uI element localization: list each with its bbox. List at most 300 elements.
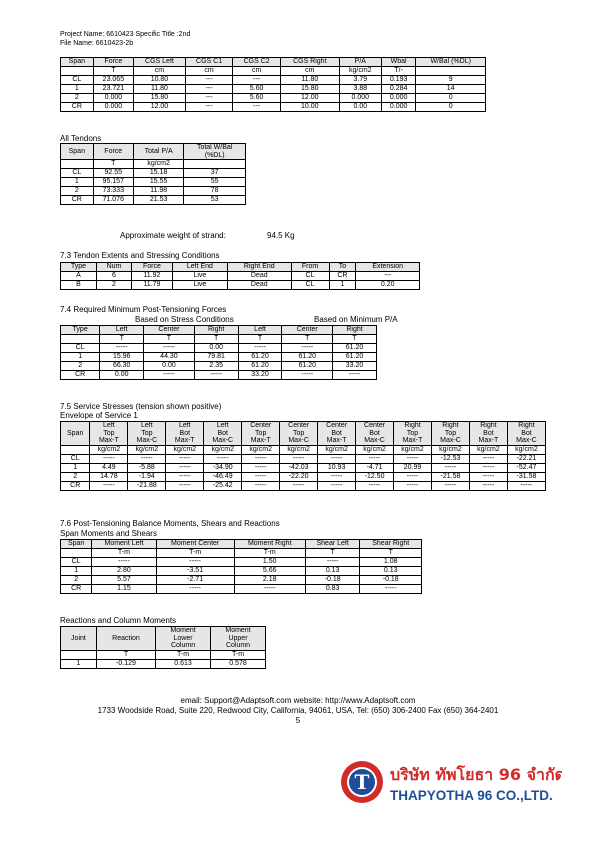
table-cell: 10.93 — [318, 463, 356, 472]
column-header: Right Bot Max-T — [469, 422, 507, 446]
table-row — [61, 567, 422, 576]
column-header: Left End — [172, 263, 227, 272]
table-cell: 5.66 — [234, 567, 305, 576]
table-cell: ----- — [469, 472, 507, 481]
table-row — [61, 196, 246, 205]
table-cell: 3.79 — [339, 76, 381, 85]
unit-cell: kg/cm2 — [431, 445, 469, 454]
table-cell: ----- — [469, 454, 507, 463]
table-cell: ----- — [318, 481, 356, 490]
table-cell: -12.53 — [431, 454, 469, 463]
table-cell: 0.00 — [100, 371, 144, 380]
table-cell: 15.96 — [100, 353, 144, 362]
table-cell: 79.81 — [194, 353, 238, 362]
unit-cell — [61, 445, 90, 454]
header-row — [61, 540, 422, 549]
table-row — [61, 103, 486, 112]
table-cell: 2 — [61, 94, 94, 103]
column-header: Total P/A — [133, 144, 183, 160]
table-cell: 20.99 — [394, 463, 432, 472]
table-cell: CL — [61, 76, 94, 85]
unit-cell: T — [360, 549, 422, 558]
table-cell: ----- — [156, 558, 234, 567]
unit-cell: T/- — [381, 67, 415, 76]
footer-contact: email: Support@Adaptsoft.com website: http://www.Adaptsoft.com — [180, 696, 416, 705]
table-row — [61, 472, 546, 481]
column-header: Reaction — [96, 627, 155, 651]
table-cell: 1 — [61, 178, 94, 187]
table-row — [61, 585, 422, 594]
table-cell: ----- — [318, 472, 356, 481]
service-stresses-table — [60, 421, 546, 491]
table-cell: 71.076 — [93, 196, 133, 205]
column-header: Center Top Max-T — [242, 422, 280, 446]
column-header: Num — [96, 263, 131, 272]
column-header: Force — [93, 144, 133, 160]
table-cell: -22.20 — [280, 472, 318, 481]
table-cell: Live — [172, 281, 227, 290]
section-7-4-title: 7.4 Required Minimum Post-Tensioning Forces — [60, 305, 227, 314]
stress-conditions-label: Based on Stress Conditions — [135, 315, 234, 324]
table-cell: 1 — [61, 463, 90, 472]
column-header: CGS C1 — [185, 58, 233, 67]
table-cell: 1.15 — [92, 585, 156, 594]
table-cell: 1.50 — [234, 558, 305, 567]
table-cell: 11.98 — [133, 187, 183, 196]
unit-cell: T-m — [211, 650, 266, 659]
table-cell: 1 — [61, 659, 97, 668]
table-cell: 5.60 — [233, 94, 281, 103]
unit-cell: T — [100, 335, 144, 344]
company-logo — [340, 758, 562, 806]
column-header: Right — [194, 326, 238, 335]
table-cell: 61.20 — [333, 344, 377, 353]
table-row — [61, 169, 246, 178]
table-cell: ----- — [166, 472, 204, 481]
section-7-5-title: 7.5 Service Stresses (tension shown positive) — [60, 402, 222, 411]
weight-value: 94.5 Kg — [267, 231, 295, 240]
column-header: Moment Right — [234, 540, 305, 549]
unit-cell: T-m — [234, 549, 305, 558]
column-header: Shear Left — [305, 540, 360, 549]
table-cell: ----- — [242, 454, 280, 463]
table-cell: ----- — [318, 454, 356, 463]
units-row — [61, 549, 422, 558]
column-header: CGS Right — [280, 58, 339, 67]
column-header: Force — [93, 58, 133, 67]
column-header: Total W/Bal (%DL) — [184, 144, 246, 160]
table-cell: --- — [185, 94, 233, 103]
column-header: CGS C2 — [233, 58, 281, 67]
column-header: Type — [61, 263, 97, 272]
column-header: Span — [61, 540, 92, 549]
table-cell: CR — [61, 585, 92, 594]
table-cell: 0.00 — [144, 362, 195, 371]
unit-cell — [61, 160, 94, 169]
column-header: Right Top Max-T — [394, 422, 432, 446]
units-row — [61, 67, 486, 76]
table-row — [61, 94, 486, 103]
table-cell: CL — [291, 272, 329, 281]
unit-cell — [61, 549, 92, 558]
table-cell: 61.20 — [282, 353, 333, 362]
unit-cell: T-m — [92, 549, 156, 558]
table-cell: ----- — [360, 585, 422, 594]
column-header: Left Top Max-T — [90, 422, 128, 446]
table-cell: -4.71 — [356, 463, 394, 472]
table-cell: -2.71 — [156, 576, 234, 585]
table-cell: 14.78 — [90, 472, 128, 481]
table-cell: ----- — [238, 344, 282, 353]
header-block — [60, 30, 190, 48]
unit-cell: T-m — [156, 549, 234, 558]
column-header: Joint — [61, 627, 97, 651]
project-name: Project Name: 6610423 Specific Title :2nd — [60, 31, 191, 38]
table-row — [61, 659, 266, 668]
unit-cell: T — [282, 335, 333, 344]
table-cell: 4.49 — [90, 463, 128, 472]
column-header: Span — [61, 144, 94, 160]
table-cell: 6 — [96, 272, 131, 281]
unit-cell — [61, 650, 97, 659]
unit-cell: T-m — [156, 650, 211, 659]
table-cell: 15.55 — [133, 178, 183, 187]
table-cell: 2 — [61, 362, 100, 371]
table-cell: 55 — [184, 178, 246, 187]
table-cell: 61.20 — [333, 353, 377, 362]
table-cell: ----- — [166, 481, 204, 490]
header-row — [61, 263, 420, 272]
table-cell: CL — [61, 558, 92, 567]
table-cell: -21.58 — [431, 472, 469, 481]
table-cell: 23.721 — [93, 85, 133, 94]
section-7-3-title: 7.3 Tendon Extents and Stressing Conditions — [60, 251, 220, 260]
table-cell: ----- — [194, 371, 238, 380]
column-header: Force — [132, 263, 173, 272]
table-row — [61, 481, 546, 490]
column-header: Left — [238, 326, 282, 335]
logo-mark-icon — [340, 758, 562, 806]
table-cell: A — [61, 272, 97, 281]
table-cell: 0 — [416, 103, 486, 112]
unit-cell: T — [305, 549, 360, 558]
weight-label: Approximate weight of strand: — [120, 231, 226, 240]
unit-cell: kg/cm2 — [394, 445, 432, 454]
table-cell: 61.20 — [238, 353, 282, 362]
table-cell: -0.18 — [305, 576, 360, 585]
table-cell: 0.20 — [356, 281, 420, 290]
table-cell: CR — [61, 481, 90, 490]
table-cell: 44.30 — [144, 353, 195, 362]
table-row — [61, 76, 486, 85]
table-cell: ----- — [280, 454, 318, 463]
column-header: Center — [282, 326, 333, 335]
table-cell: ----- — [166, 463, 204, 472]
table-cell: Dead — [228, 272, 292, 281]
table-cell: 11.80 — [134, 85, 186, 94]
table-cell: 0.13 — [360, 567, 422, 576]
unit-cell: kg/cm2 — [339, 67, 381, 76]
unit-cell: cm — [233, 67, 281, 76]
table-cell: 2.80 — [92, 567, 156, 576]
table-cell: --- — [233, 103, 281, 112]
header-row — [61, 58, 486, 67]
unit-cell: T — [93, 160, 133, 169]
table-cell: 2 — [96, 281, 131, 290]
table-cell: 61.20 — [282, 362, 333, 371]
column-header: Center — [144, 326, 195, 335]
table-cell: ----- — [305, 558, 360, 567]
table-cell: ----- — [282, 344, 333, 353]
unit-cell — [184, 160, 246, 169]
table-cell: CR — [329, 272, 356, 281]
table-cell: -25.42 — [204, 481, 242, 490]
table-row — [61, 576, 422, 585]
tendon-extents-table — [60, 262, 420, 290]
column-header: Left Bot Max-T — [166, 422, 204, 446]
unit-cell: cm — [280, 67, 339, 76]
table-row — [61, 463, 546, 472]
column-header: Right Bot Max-C — [507, 422, 545, 446]
table-cell: 0.000 — [339, 94, 381, 103]
table-cell: 2 — [61, 472, 90, 481]
table-cell: -3.51 — [156, 567, 234, 576]
table-cell: ----- — [469, 463, 507, 472]
column-header: Wbal — [381, 58, 415, 67]
table-row — [61, 281, 420, 290]
logo-english-name: THAPYOTHA 96 CO.,LTD. — [390, 788, 553, 803]
table-cell: 21.53 — [133, 196, 183, 205]
table-cell: ----- — [507, 481, 545, 490]
table-cell: 15.80 — [134, 94, 186, 103]
unit-cell: kg/cm2 — [469, 445, 507, 454]
table-cell: CR — [61, 196, 94, 205]
column-header: Center Top Max-C — [280, 422, 318, 446]
table-cell: 0.13 — [305, 567, 360, 576]
table-cell: 11.79 — [132, 281, 173, 290]
unit-cell: kg/cm2 — [166, 445, 204, 454]
unit-cell: kg/cm2 — [356, 445, 394, 454]
unit-cell: kg/cm2 — [204, 445, 242, 454]
table-cell: CR — [61, 103, 94, 112]
column-header: From — [291, 263, 329, 272]
table-row — [61, 344, 377, 353]
header-row — [61, 627, 266, 651]
table-cell: 5.60 — [233, 85, 281, 94]
table-cell: --- — [185, 85, 233, 94]
unit-cell: T — [194, 335, 238, 344]
units-row — [61, 160, 246, 169]
table-cell: 10.80 — [134, 76, 186, 85]
envelope-label: Envelope of Service 1 — [60, 411, 138, 420]
table-cell: 1 — [61, 567, 92, 576]
table-cell: 66.30 — [100, 362, 144, 371]
column-header: Left — [100, 326, 144, 335]
table-cell: -0.129 — [96, 659, 155, 668]
table-cell: B — [61, 281, 97, 290]
table-cell: -31.58 — [507, 472, 545, 481]
page-number: 5 — [295, 716, 301, 725]
cgs-table — [60, 57, 486, 112]
table-cell: -5.88 — [128, 463, 166, 472]
logo-thai-name: บริษัท ทัพโยธา 96 จำกัด — [390, 765, 562, 784]
table-cell: 3.88 — [339, 85, 381, 94]
table-cell: 0.613 — [156, 659, 211, 668]
table-cell: -22.21 — [507, 454, 545, 463]
table-cell: CR — [61, 371, 100, 380]
span-moments-table — [60, 539, 422, 594]
table-cell: ----- — [100, 344, 144, 353]
table-cell: 10.00 — [280, 103, 339, 112]
table-cell: --- — [185, 103, 233, 112]
unit-cell: kg/cm2 — [90, 445, 128, 454]
table-cell: ----- — [92, 558, 156, 567]
table-cell: 15.18 — [133, 169, 183, 178]
table-cell: 53 — [184, 196, 246, 205]
table-cell: 5.57 — [92, 576, 156, 585]
table-cell: 1 — [61, 85, 94, 94]
table-row — [61, 454, 546, 463]
unit-cell — [61, 67, 94, 76]
all-tendons-title: All Tendons — [60, 134, 102, 143]
table-row — [61, 558, 422, 567]
column-header: Moment Upper Column — [211, 627, 266, 651]
table-cell: ----- — [90, 481, 128, 490]
table-cell: 2 — [61, 576, 92, 585]
header-row — [61, 326, 377, 335]
table-cell: 23.065 — [93, 76, 133, 85]
column-header: Right End — [228, 263, 292, 272]
header-row — [61, 144, 246, 160]
table-cell: -12.50 — [356, 472, 394, 481]
column-header: W/Bal (%DL) — [416, 58, 486, 67]
column-header: Left Top Max-C — [128, 422, 166, 446]
unit-cell — [416, 67, 486, 76]
table-cell: 0.193 — [381, 76, 415, 85]
table-row — [61, 371, 377, 380]
table-cell: --- — [356, 272, 420, 281]
table-cell: -21.88 — [128, 481, 166, 490]
table-cell: CL — [61, 454, 90, 463]
table-cell: ----- — [242, 463, 280, 472]
table-cell: 0.284 — [381, 85, 415, 94]
table-cell: ----- — [166, 454, 204, 463]
table-row — [61, 272, 420, 281]
unit-cell: kg/cm2 — [318, 445, 356, 454]
table-cell: ----- — [356, 454, 394, 463]
column-header: To — [329, 263, 356, 272]
table-cell: 1 — [329, 281, 356, 290]
unit-cell: T — [333, 335, 377, 344]
table-cell: ----- — [469, 481, 507, 490]
table-row — [61, 353, 377, 362]
table-cell: 0.83 — [305, 585, 360, 594]
unit-cell: T — [238, 335, 282, 344]
column-header: Right Top Max-C — [431, 422, 469, 446]
table-cell: 37 — [184, 169, 246, 178]
table-cell: -42.03 — [280, 463, 318, 472]
table-cell: ----- — [204, 454, 242, 463]
column-header: Shear Right — [360, 540, 422, 549]
table-cell: 11.80 — [280, 76, 339, 85]
unit-cell — [61, 335, 100, 344]
table-cell: ----- — [280, 481, 318, 490]
reactions-label: Reactions and Column Moments — [60, 616, 177, 625]
section-7-6-title: 7.6 Post-Tensioning Balance Moments, Shears and Reactions — [60, 519, 280, 528]
column-header: Moment Center — [156, 540, 234, 549]
units-row — [61, 335, 377, 344]
table-cell: 73.333 — [93, 187, 133, 196]
table-cell: ----- — [242, 472, 280, 481]
table-cell: Dead — [228, 281, 292, 290]
table-cell: ----- — [394, 454, 432, 463]
table-cell: 2.18 — [234, 576, 305, 585]
unit-cell: kg/cm2 — [128, 445, 166, 454]
column-header: Center Bot Max-C — [356, 422, 394, 446]
table-cell: 0 — [416, 94, 486, 103]
table-cell: -1.94 — [128, 472, 166, 481]
table-cell: 12.00 — [280, 94, 339, 103]
table-cell: 61.20 — [238, 362, 282, 371]
column-header: Moment Left — [92, 540, 156, 549]
table-cell: 1.08 — [360, 558, 422, 567]
table-cell: ----- — [156, 585, 234, 594]
table-cell: ----- — [234, 585, 305, 594]
column-header: P/A — [339, 58, 381, 67]
span-moments-label: Span Moments and Shears — [60, 529, 157, 538]
table-cell: ----- — [128, 454, 166, 463]
table-cell: ----- — [394, 472, 432, 481]
table-cell: 9 — [416, 76, 486, 85]
table-row — [61, 362, 377, 371]
footer — [0, 696, 596, 726]
table-cell: 14 — [416, 85, 486, 94]
table-row — [61, 85, 486, 94]
unit-cell: cm — [134, 67, 186, 76]
table-cell: 0.000 — [93, 94, 133, 103]
min-pa-label: Based on Minimum P/A — [314, 315, 398, 324]
table-cell: 33.20 — [333, 362, 377, 371]
table-cell: ----- — [242, 481, 280, 490]
table-cell: 33.20 — [238, 371, 282, 380]
column-header: CGS Left — [134, 58, 186, 67]
table-cell: ----- — [431, 463, 469, 472]
units-row — [61, 650, 266, 659]
table-cell: ----- — [144, 344, 195, 353]
column-header: Right — [333, 326, 377, 335]
table-cell: 0.578 — [211, 659, 266, 668]
table-row — [61, 187, 246, 196]
table-cell: CL — [291, 281, 329, 290]
unit-cell: T — [93, 67, 133, 76]
unit-cell: kg/cm2 — [133, 160, 183, 169]
table-cell: 78 — [184, 187, 246, 196]
column-header: Extension — [356, 263, 420, 272]
header-row — [61, 422, 546, 446]
table-cell: ----- — [356, 481, 394, 490]
file-name: File Name: 6610423-2b — [60, 40, 134, 47]
column-header: Span — [61, 58, 94, 67]
table-cell: 15.80 — [280, 85, 339, 94]
column-header: Type — [61, 326, 100, 335]
column-header: Left Bot Max-C — [204, 422, 242, 446]
table-cell: 11.92 — [132, 272, 173, 281]
table-cell: ----- — [90, 454, 128, 463]
table-cell: --- — [233, 76, 281, 85]
table-cell: 2.35 — [194, 362, 238, 371]
table-cell: --- — [185, 76, 233, 85]
table-cell: ----- — [282, 371, 333, 380]
